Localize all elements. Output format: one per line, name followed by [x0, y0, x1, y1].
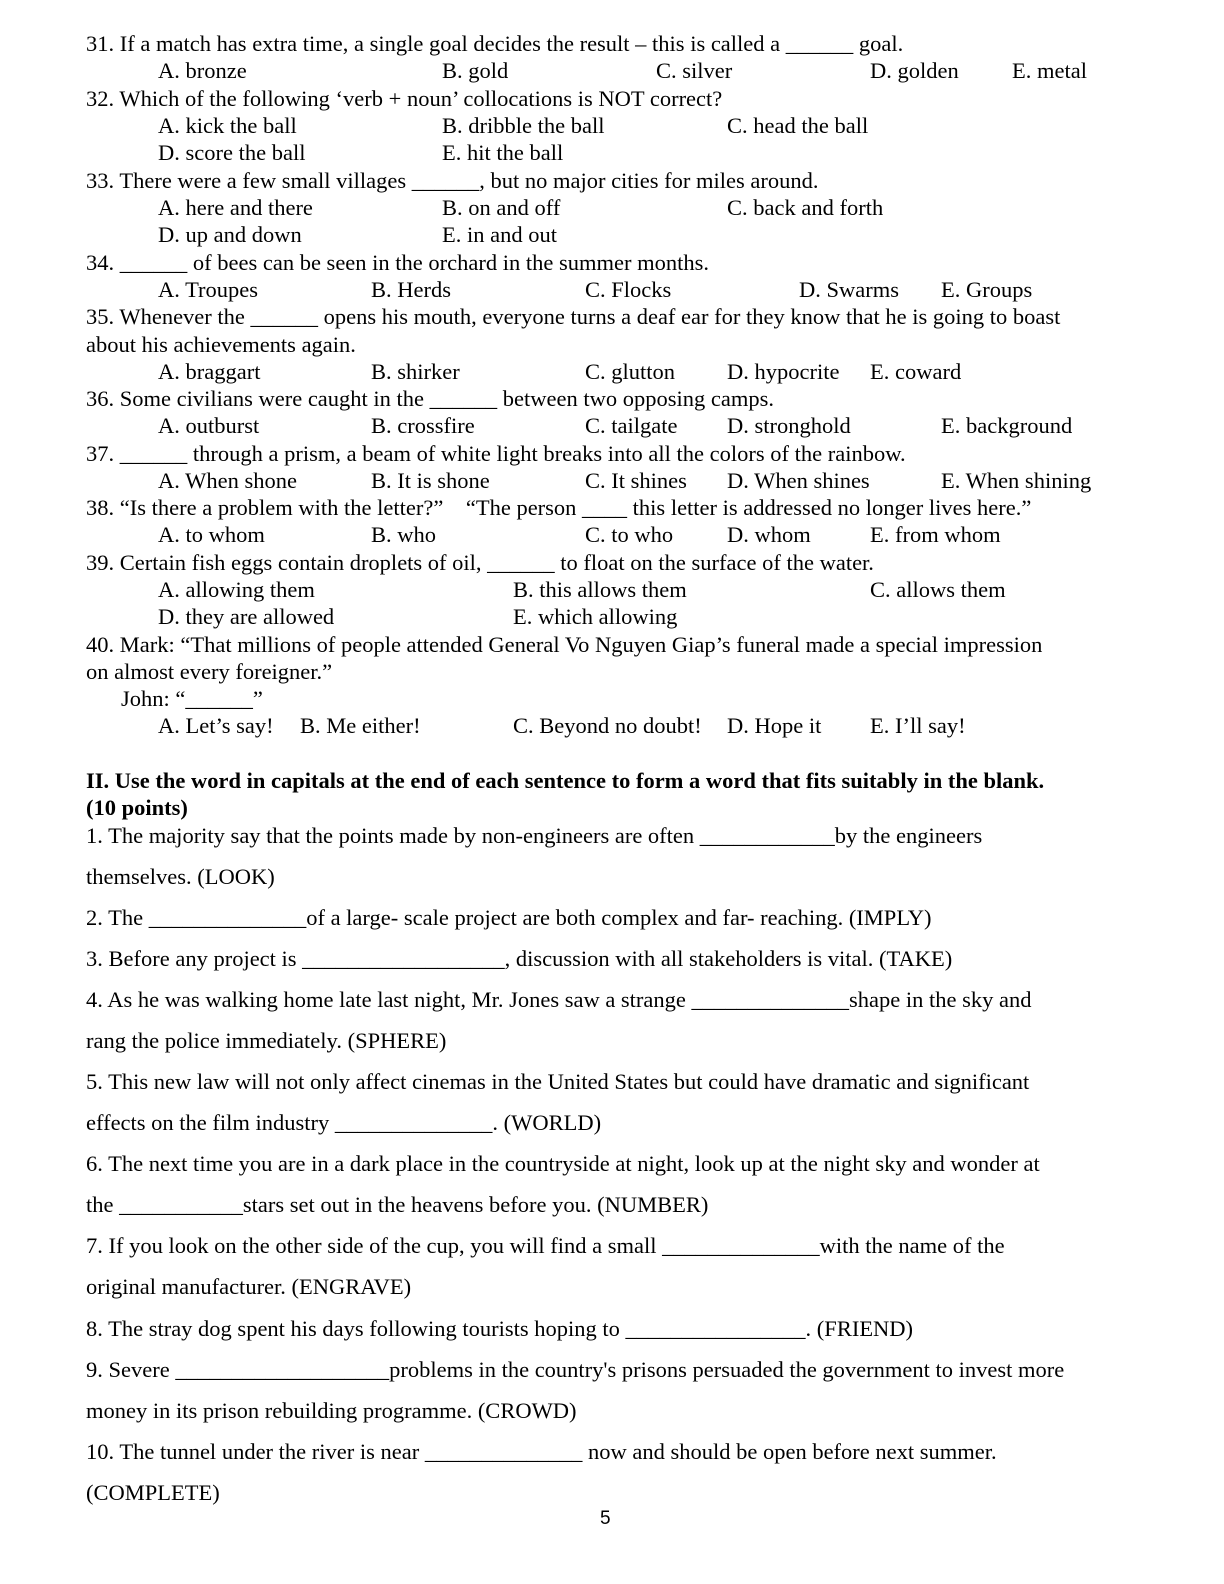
q32-option-e: E. hit the ball — [442, 140, 564, 165]
q38-option-b: B. who — [371, 522, 437, 547]
q33-option-c: C. back and forth — [727, 195, 884, 220]
q35-option-c: C. glutton — [585, 359, 676, 384]
q40-john-reply: John: “______” — [121, 686, 263, 711]
q32-option-d: D. score the ball — [158, 140, 306, 165]
q39-option-b: B. this allows them — [513, 577, 687, 602]
word-form-item-7: 7. If you look on the other side of the cup, you will find a small ______________with the name of the — [86, 1233, 1005, 1258]
q31-option-a: A. bronze — [158, 58, 247, 83]
q40-option-b: B. Me either! — [300, 713, 421, 738]
q39-option-d: D. they are allowed — [158, 604, 335, 629]
q35-option-a: A. braggart — [158, 359, 261, 384]
word-form-item-7-continued: original manufacturer. (ENGRAVE) — [86, 1274, 412, 1299]
q32-option-a: A. kick the ball — [158, 113, 297, 138]
word-form-item-9: 9. Severe ___________________problems in the country's prisons persuaded the government to invest more — [86, 1357, 1065, 1382]
word-form-item-10-continued: (COMPLETE) — [86, 1480, 220, 1505]
q33-option-e: E. in and out — [442, 222, 557, 247]
q39-stem: 39. Certain fish eggs contain droplets of oil, ______ to float on the surface of the water. — [86, 550, 874, 575]
q32-stem: 32. Which of the following ‘verb + noun’ collocations is NOT correct? — [86, 86, 723, 111]
section-2-heading: II. Use the word in capitals at the end of each sentence to form a word that fits suitably in the blank. — [86, 768, 1045, 793]
q33-option-a: A. here and there — [158, 195, 313, 220]
q32-option-b: B. dribble the ball — [442, 113, 605, 138]
q31-option-e: E. metal — [1012, 58, 1087, 83]
word-form-item-1-continued: themselves. (LOOK) — [86, 864, 275, 889]
q38-option-c: C. to who — [585, 522, 674, 547]
q38-stem: 38. “Is there a problem with the letter?” “The person ____ this letter is addressed no longer lives here.” — [86, 495, 1032, 520]
word-form-item-5: 5. This new law will not only affect cinemas in the United States but could have dramatic and significant — [86, 1069, 1030, 1094]
q40-option-d: D. Hope it — [727, 713, 822, 738]
q38-option-d: D. whom — [727, 522, 811, 547]
q36-option-c: C. tailgate — [585, 413, 678, 438]
q34-option-d: D. Swarms — [799, 277, 899, 302]
q37-option-c: C. It shines — [585, 468, 687, 493]
q40-option-e: E. I’ll say! — [870, 713, 966, 738]
q31-option-c: C. silver — [656, 58, 733, 83]
q36-option-a: A. outburst — [158, 413, 260, 438]
word-form-item-2: 2. The ______________of a large- scale project are both complex and far- reaching. (IMPLY) — [86, 905, 932, 930]
q40-stem: 40. Mark: “That millions of people attended General Vo Nguyen Giap’s funeral made a special impression — [86, 632, 1043, 657]
q35-stem-continued: about his achievements again. — [86, 332, 356, 357]
q38-option-e: E. from whom — [870, 522, 1001, 547]
q37-option-b: B. It is shone — [371, 468, 490, 493]
q35-option-e: E. coward — [870, 359, 962, 384]
q37-option-e: E. When shining — [941, 468, 1092, 493]
word-form-item-4: 4. As he was walking home late last night, Mr. Jones saw a strange ______________shape in the sky and — [86, 987, 1032, 1012]
q34-stem: 34. ______ of bees can be seen in the orchard in the summer months. — [86, 250, 709, 275]
q34-option-b: B. Herds — [371, 277, 451, 302]
q34-option-c: C. Flocks — [585, 277, 672, 302]
word-form-item-6: 6. The next time you are in a dark place in the countryside at night, look up at the night sky and wonder at — [86, 1151, 1040, 1176]
word-form-item-6-continued: the ___________stars set out in the heavens before you. (NUMBER) — [86, 1192, 709, 1217]
q33-option-d: D. up and down — [158, 222, 302, 247]
q37-option-d: D. When shines — [727, 468, 870, 493]
q40-option-c: C. Beyond no doubt! — [513, 713, 702, 738]
q38-option-a: A. to whom — [158, 522, 265, 547]
q39-option-e: E. which allowing — [513, 604, 678, 629]
q31-stem: 31. If a match has extra time, a single goal decides the result – this is called a ______ goal. — [86, 31, 904, 56]
q40-stem-continued: on almost every foreigner.” — [86, 659, 333, 684]
section-2-points: (10 points) — [86, 795, 188, 820]
word-form-item-4-continued: rang the police immediately. (SPHERE) — [86, 1028, 447, 1053]
q33-option-b: B. on and off — [442, 195, 561, 220]
q40-option-a: A. Let’s say! — [158, 713, 274, 738]
q34-option-e: E. Groups — [941, 277, 1033, 302]
q35-stem: 35. Whenever the ______ opens his mouth, everyone turns a deaf ear for they know that he is going to boast — [86, 304, 1061, 329]
q31-option-b: B. gold — [442, 58, 509, 83]
q31-option-d: D. golden — [870, 58, 959, 83]
q36-option-d: D. stronghold — [727, 413, 851, 438]
word-form-item-8: 8. The stray dog spent his days following tourists hoping to ________________. (FRIEND) — [86, 1316, 914, 1341]
q35-option-b: B. shirker — [371, 359, 460, 384]
q34-option-a: A. Troupes — [158, 277, 259, 302]
q37-option-a: A. When shone — [158, 468, 297, 493]
q36-option-b: B. crossfire — [371, 413, 475, 438]
word-form-item-3: 3. Before any project is __________________, discussion with all stakeholders is vital. (TAKE) — [86, 946, 953, 971]
word-form-item-1: 1. The majority say that the points made by non-engineers are often ____________by the engineers — [86, 823, 983, 848]
q33-stem: 33. There were a few small villages ______, but no major cities for miles around. — [86, 168, 819, 193]
q39-option-c: C. allows them — [870, 577, 1006, 602]
q32-option-c: C. head the ball — [727, 113, 869, 138]
word-form-item-9-continued: money in its prison rebuilding programme. (CROWD) — [86, 1398, 577, 1423]
word-form-item-10: 10. The tunnel under the river is near ______________ now and should be open before next summer. — [86, 1439, 997, 1464]
q37-stem: 37. ______ through a prism, a beam of white light breaks into all the colors of the rainbow. — [86, 441, 906, 466]
q36-option-e: E. background — [941, 413, 1073, 438]
q39-option-a: A. allowing them — [158, 577, 315, 602]
word-form-item-5-continued: effects on the film industry ______________. (WORLD) — [86, 1110, 602, 1135]
q35-option-d: D. hypocrite — [727, 359, 840, 384]
q36-stem: 36. Some civilians were caught in the ______ between two opposing camps. — [86, 386, 774, 411]
page-number: 5 — [600, 1508, 611, 1529]
